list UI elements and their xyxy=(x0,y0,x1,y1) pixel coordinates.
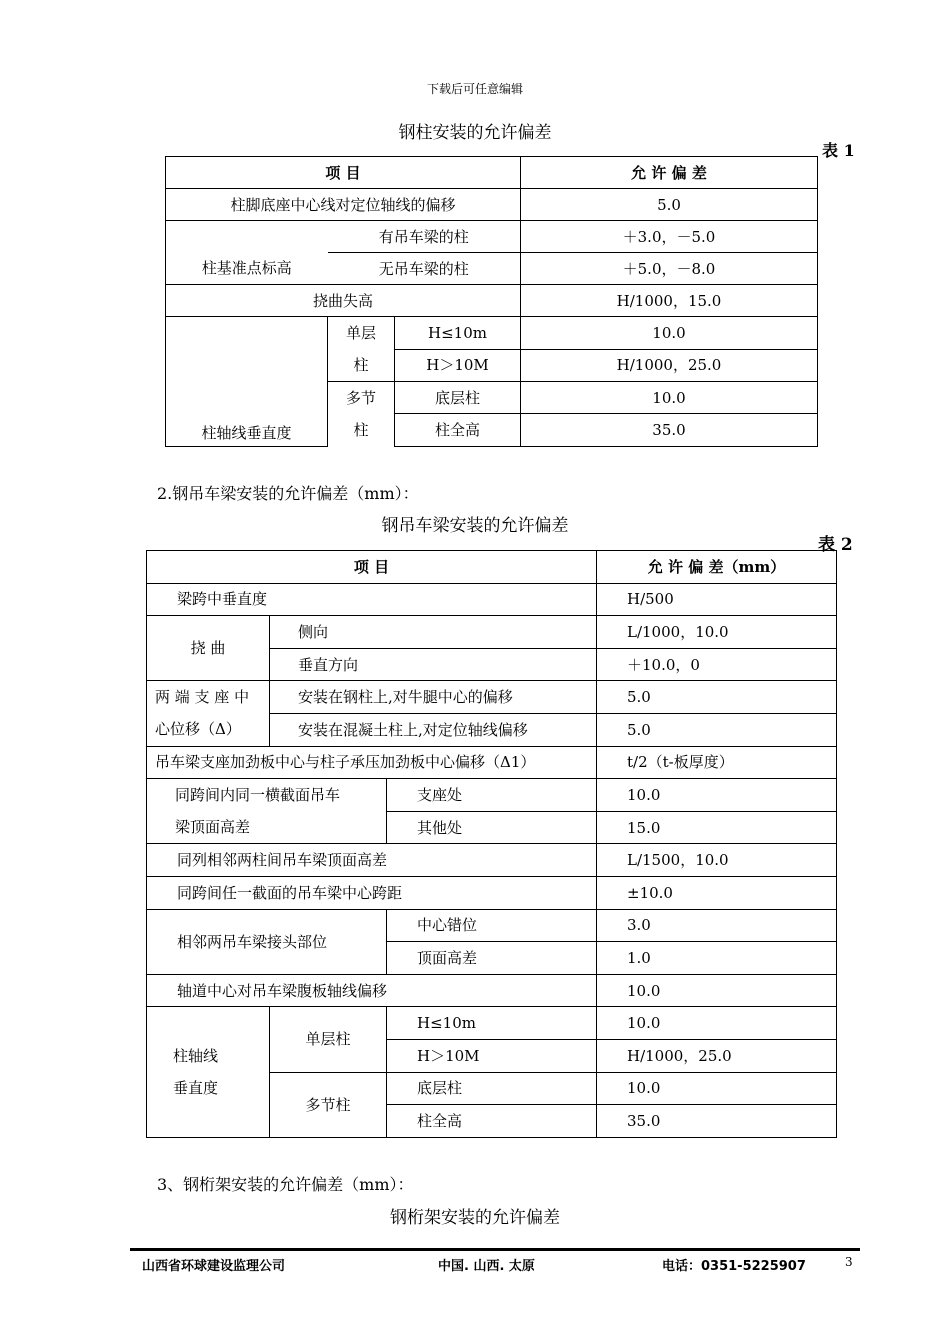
table1-subgroup xyxy=(328,317,395,382)
table2-label: 表 2 xyxy=(818,535,853,555)
table-row xyxy=(147,1007,837,1040)
section-3-heading: 3、钢桁架安装的允许偏差（mm）： xyxy=(157,1175,414,1194)
table2-cell: L/1500，10.0 xyxy=(597,844,837,877)
table2-cell: 10.0 xyxy=(597,974,837,1007)
table2-cell: 10.0 xyxy=(597,779,837,812)
table2-cell: L/1000，10.0 xyxy=(597,616,837,649)
table-row xyxy=(166,189,818,221)
table1-cell: 有吊车梁的柱 xyxy=(328,221,521,253)
table2-cell: 3.0 xyxy=(597,909,837,942)
table1-head-item: 项 目 xyxy=(166,157,521,189)
table1-subgroup-bottom: 柱 xyxy=(353,421,369,439)
table1-cell: H/1000，25.0 xyxy=(521,349,818,382)
table1-cell: 10.0 xyxy=(521,382,818,414)
table2-cell: 底层柱 xyxy=(387,1072,597,1105)
table-row xyxy=(147,876,837,909)
table2-group-top: 两 端 支 座 中 xyxy=(155,688,250,707)
table1-cell: 35.0 xyxy=(521,414,818,446)
table1-cell: H≤10m xyxy=(395,317,521,350)
table1-cell: 柱脚底座中心线对定位轴线的偏移 xyxy=(166,189,521,221)
table1-cell: H＞10M xyxy=(395,349,521,382)
table2-cell: 同跨间任一截面的吊车梁中心跨距 xyxy=(147,876,597,909)
table1-group: 柱轴线垂直度 xyxy=(166,317,328,447)
table2-cell: 5.0 xyxy=(597,713,837,746)
table2-cell: 同列相邻两柱间吊车梁顶面高差 xyxy=(147,844,597,877)
table-row xyxy=(147,974,837,1007)
table2-cell: H/1000，25.0 xyxy=(597,1039,837,1072)
table1-cell: ＋3.0，－5.0 xyxy=(521,221,818,253)
table1-group: 柱基准点标高 xyxy=(166,221,328,285)
table2-cell: 轴道中心对吊车梁腹板轴线偏移 xyxy=(147,974,597,1007)
table2-cell: 中心错位 xyxy=(387,909,597,942)
table1-subgroup xyxy=(328,382,395,447)
table-row xyxy=(147,616,837,649)
table2 xyxy=(146,550,837,1138)
table2-cell: 5.0 xyxy=(597,681,837,714)
table1-cell: 5.0 xyxy=(521,189,818,221)
table2-cell: 柱全高 xyxy=(387,1105,597,1138)
table2-group-bottom: 梁顶面高差 xyxy=(175,818,251,837)
table-row xyxy=(166,317,818,350)
table1-label: 表 1 xyxy=(822,141,855,160)
table1-cell: 无吊车梁的柱 xyxy=(328,253,521,285)
table2-cell: 35.0 xyxy=(597,1105,837,1138)
table2-cell: H＞10M xyxy=(387,1039,597,1072)
table-row xyxy=(147,583,837,616)
footer-location: 中国. 山西. 太原 xyxy=(438,1259,535,1274)
table2-group xyxy=(147,681,270,746)
footer-company: 山西省环球建设监理公司 xyxy=(142,1259,286,1274)
table1-cell: 柱全高 xyxy=(395,414,521,446)
table2-cell: 梁跨中垂直度 xyxy=(147,583,597,616)
table1-cell: 底层柱 xyxy=(395,382,521,414)
table2-group-bottom: 心位移（Δ） xyxy=(155,720,241,739)
table2-cell: 1.0 xyxy=(597,942,837,975)
table1-subgroup-bottom: 柱 xyxy=(353,356,369,374)
table2-cell: 支座处 xyxy=(387,779,597,812)
table-row xyxy=(147,551,837,584)
table2-cell: 垂直方向 xyxy=(270,648,597,681)
table-row xyxy=(147,681,837,714)
table2-cell: 15.0 xyxy=(597,811,837,844)
table1-head-tolerance: 允 许 偏 差 xyxy=(521,157,818,189)
table2-cell: ＋10.0，0 xyxy=(597,648,837,681)
table1-cell: 挠曲失高 xyxy=(166,285,521,317)
table2-group: 挠 曲 xyxy=(147,616,270,681)
table1-subgroup-top: 多节 xyxy=(345,389,376,407)
table-row xyxy=(147,909,837,942)
table2-cell: H≤10m xyxy=(387,1007,597,1040)
table3-title: 钢桁架安装的允许偏差 xyxy=(390,1208,560,1228)
table1-cell: ＋5.0，－8.0 xyxy=(521,253,818,285)
table2-subgroup: 单层柱 xyxy=(270,1007,387,1072)
table1-cell: H/1000，15.0 xyxy=(521,285,818,317)
table-row xyxy=(166,285,818,317)
table2-subgroup: 多节柱 xyxy=(270,1072,387,1137)
table2-head-item: 项 目 xyxy=(147,551,597,584)
table2-cell: 吊车梁支座加劲板中心与柱子承压加劲板中心偏移（Δ1） xyxy=(147,746,597,779)
footer-divider xyxy=(130,1248,860,1251)
table2-cell: ±10.0 xyxy=(597,876,837,909)
table2-cell: 10.0 xyxy=(597,1007,837,1040)
table1 xyxy=(165,156,818,447)
table2-cell: t/2（t-板厚度） xyxy=(597,746,837,779)
table2-group-bottom: 垂直度 xyxy=(173,1079,219,1097)
table2-group-top: 同跨间内同一横截面吊车 xyxy=(175,786,341,805)
table-row xyxy=(147,746,837,779)
table2-cell: 安装在钢柱上,对牛腿中心的偏移 xyxy=(270,681,597,714)
table-row xyxy=(147,844,837,877)
section-2-heading: 2.钢吊车梁安装的允许偏差（mm）： xyxy=(157,484,419,503)
table2-group: 相邻两吊车梁接头部位 xyxy=(147,909,387,974)
table1-title: 钢柱安装的允许偏差 xyxy=(398,123,552,143)
table1-subgroup-top: 单层 xyxy=(345,324,376,342)
table2-cell: 安装在混凝土柱上,对定位轴线偏移 xyxy=(270,713,597,746)
table2-cell: 顶面高差 xyxy=(387,942,597,975)
table1-cell: 10.0 xyxy=(521,317,818,350)
table2-group xyxy=(147,779,387,844)
table2-cell: 10.0 xyxy=(597,1072,837,1105)
table2-cell: 其他处 xyxy=(387,811,597,844)
footer-phone: 电话：0351-5225907 xyxy=(662,1259,806,1274)
table2-title: 钢吊车梁安装的允许偏差 xyxy=(381,516,569,536)
table-row xyxy=(166,221,818,253)
table-row xyxy=(147,779,837,812)
table2-group-top: 柱轴线 xyxy=(173,1047,219,1065)
table2-head-tolerance: 允 许 偏 差（mm） xyxy=(597,551,837,584)
table2-cell: H/500 xyxy=(597,583,837,616)
table-row xyxy=(166,157,818,189)
table2-group xyxy=(147,1007,270,1137)
table2-cell: 侧向 xyxy=(270,616,597,649)
header-note: 下载后可任意编辑 xyxy=(426,82,523,96)
page-number: 3 xyxy=(845,1255,853,1269)
